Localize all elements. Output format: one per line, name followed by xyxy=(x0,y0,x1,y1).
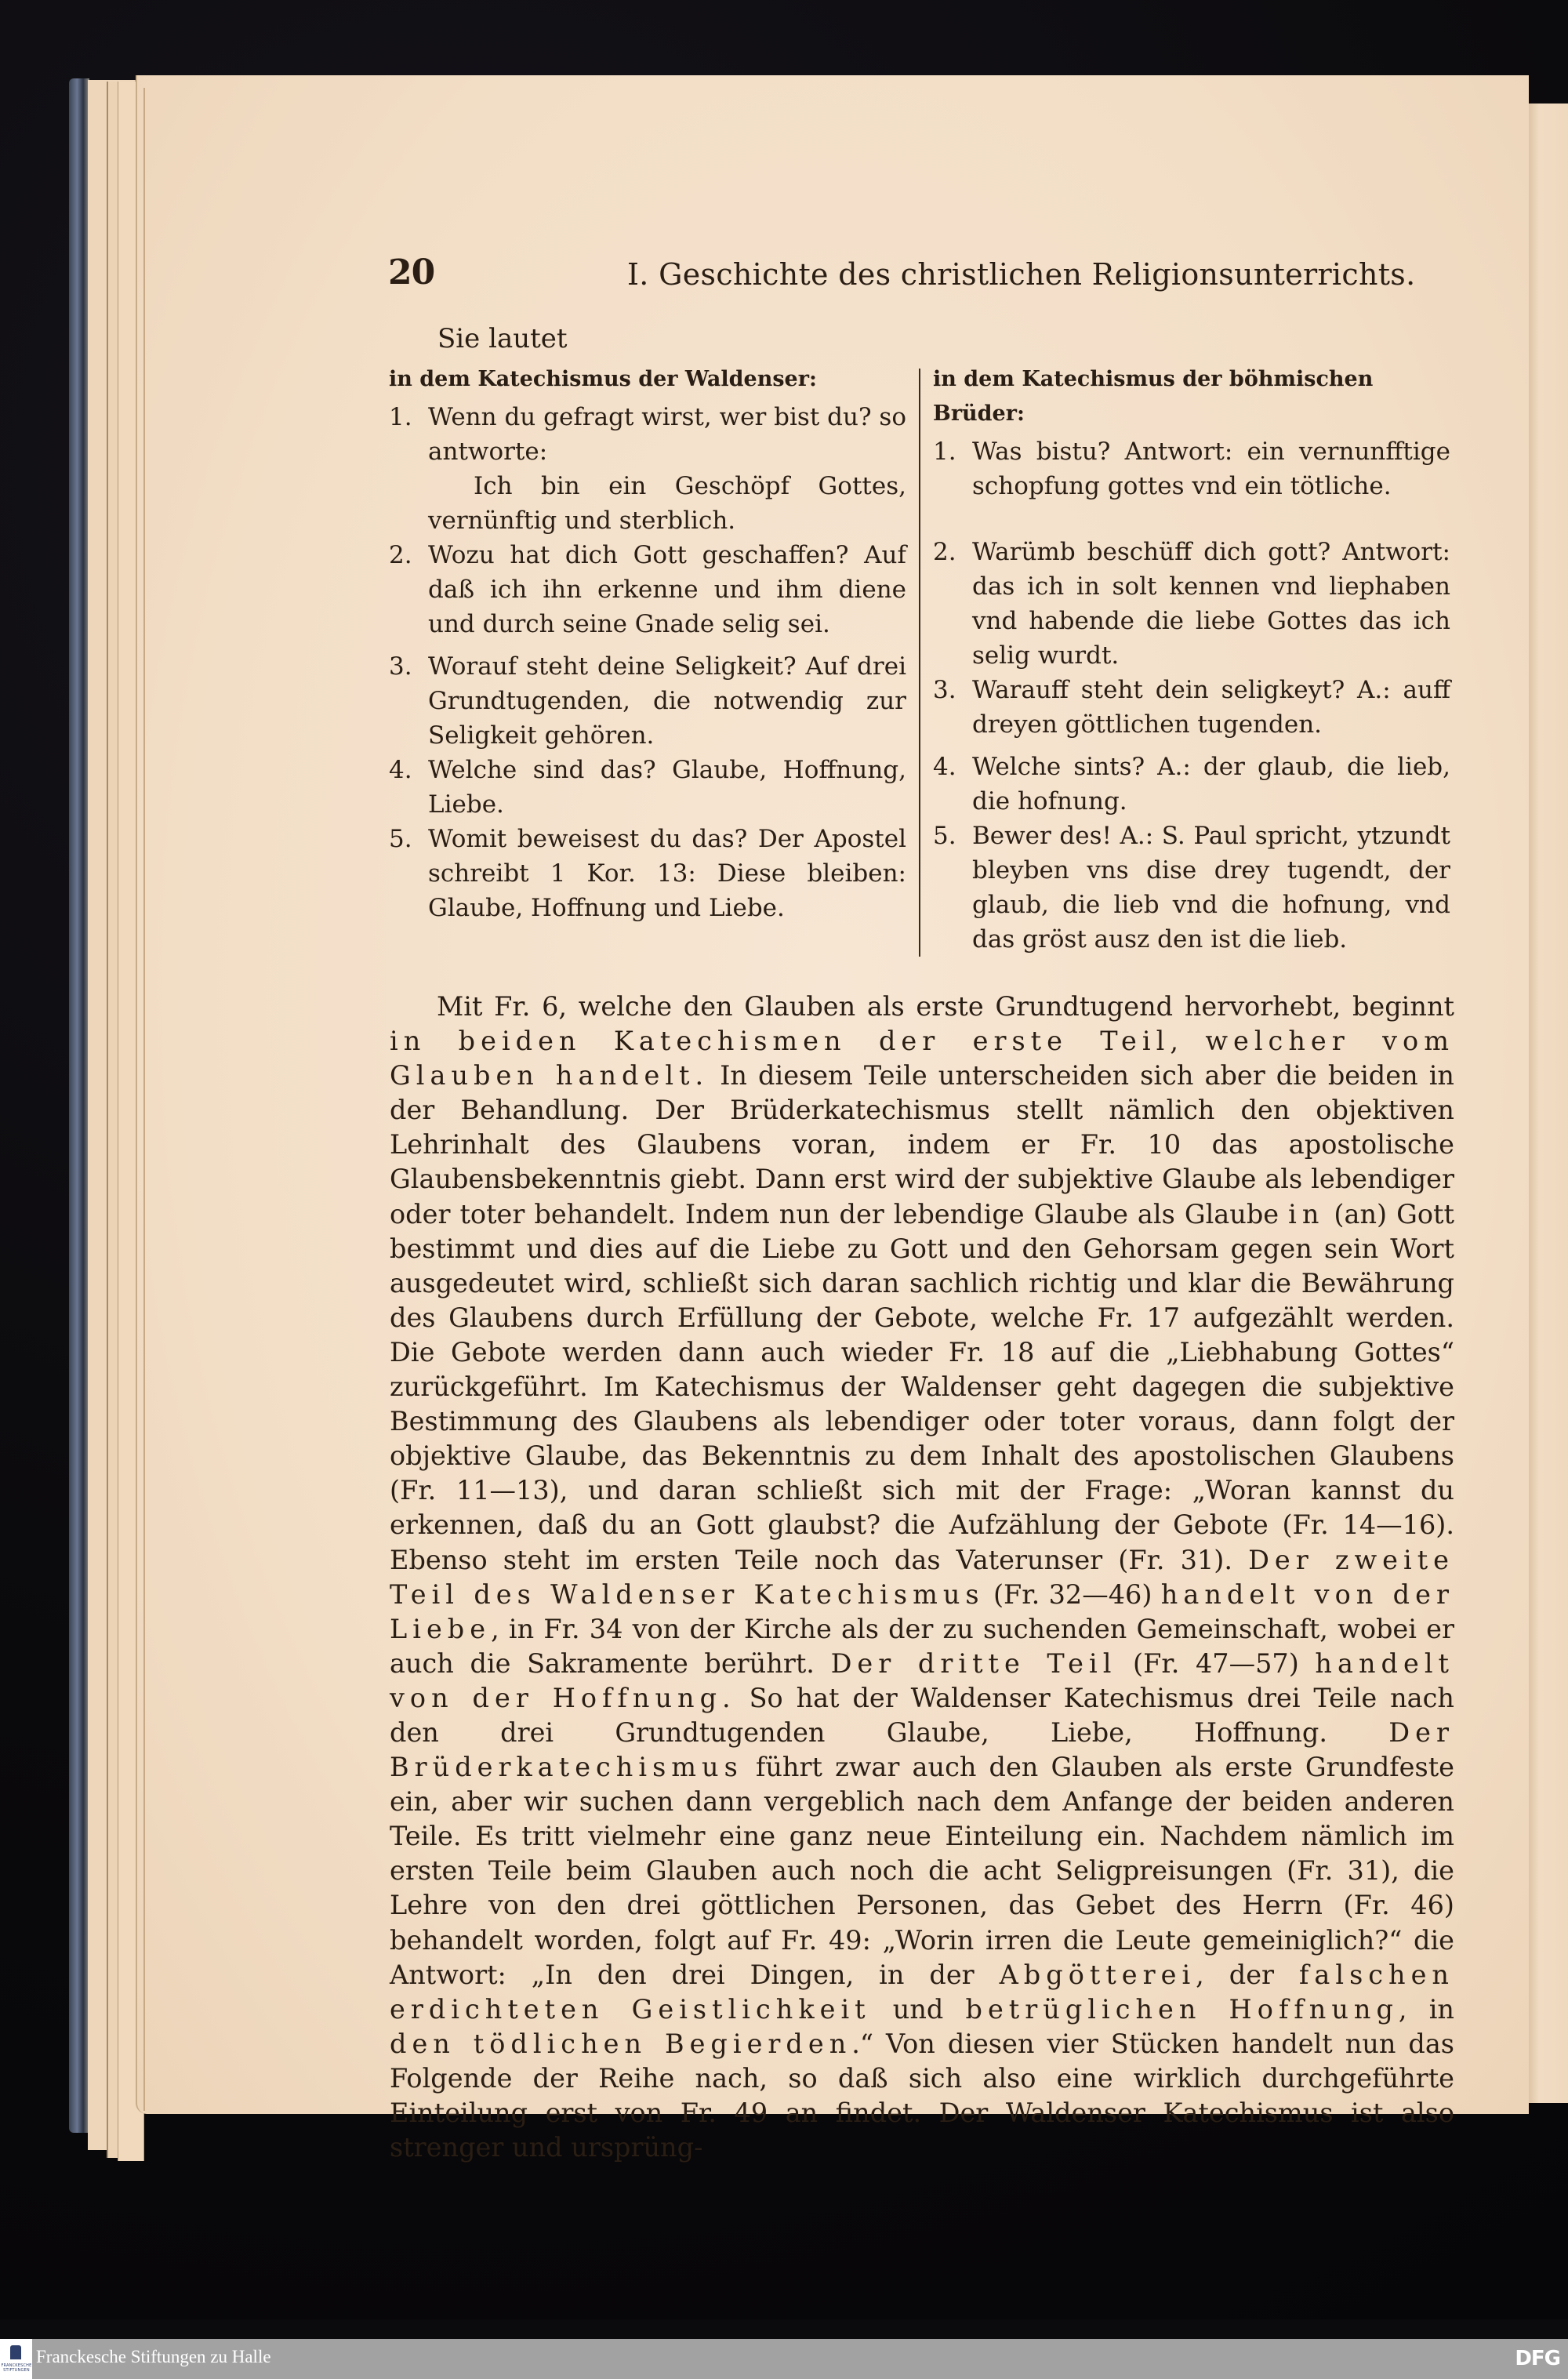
catechism-item xyxy=(933,673,1450,742)
catechism-item xyxy=(389,538,906,641)
spaced-emphasis: Der dritte Teil xyxy=(830,1647,1117,1679)
item-text: Wenn du gefragt wirst, wer bist du? so antworte: xyxy=(428,403,906,466)
spaced-emphasis: betrüglichen Hoffnung xyxy=(965,1993,1399,2025)
viewer-footer-bar xyxy=(0,2339,1568,2379)
text-run: führt zwar auch den Glauben als erste Grundfeste ein, aber wir suchen dann vergeblich nach dem Anfange der beiden anderen Teile. Es tritt vielmehr eine ganz neue Einteilung ein. Nachdem nämlich im ersten Teile beim Glauben auch noch die acht Seligpreisungen (Fr. 31), die Lehre von den drei göttlichen Personen, das Gebet des Herrn (Fr. 46) behandelt worden, folgt auf Fr. 49: „Worin irren die Leute gemeiniglich?“ die Antwort: „In den drei Dingen, in der xyxy=(390,1752,1454,1990)
institution-logo[interactable] xyxy=(0,2339,32,2379)
text-run: In diesem Teile unterscheiden sich aber die beiden in der Behandlung. Der Brüderkatechismus stellt nämlich den objektiven Lehrinhalt des Glaubens voran, indem er Fr. 10 das apostolische Glaubensbekenntnis giebt. Dann erst wird der subjektive Glaube als lebendiger oder toter behandelt. Indem nun der lebendige Glaube als Glaube xyxy=(390,1060,1454,1229)
text-run: (Fr. 32—46) xyxy=(984,1578,1161,1610)
spaced-emphasis: den tödlichen Begierden xyxy=(390,2028,852,2059)
item-text: Was bistu? Antwort: ein vernunfftige schopfung gottes vnd ein tötliche. xyxy=(972,438,1450,500)
page-fold-line xyxy=(143,88,145,2111)
item-number: 1. xyxy=(933,438,956,466)
item-number: 3. xyxy=(389,652,412,681)
column-heading: in dem Katechismus der Waldenser: xyxy=(389,367,817,391)
dfg-logo[interactable]: DFG xyxy=(1515,2347,1560,2370)
text-run: , xyxy=(1170,1026,1206,1057)
spaced-emphasis: welcher vom Glauben handelt. xyxy=(390,1026,1454,1091)
spacer xyxy=(933,503,1450,535)
catechism-item xyxy=(389,753,906,822)
spacer xyxy=(389,641,906,649)
institution-name[interactable]: Franckesche Stiftungen zu Halle xyxy=(36,2347,271,2366)
text-run: (an) Gott bestimmt und dies auf die Liebe zu Gott und den Gehorsam gegen sein Wort ausgedeutet wird, schließt sich daran sachlich richtig und klar die Bewährung des Glaubens durch Erfüllung der Gebote, welche Fr. 17 aufgezählt werden. Die Gebote werden dann auch wieder Fr. 18 auf die „Liebhabung Gottes“ zurückgeführt. Im Katechismus der Waldenser geht dagegen die subjektive Bestimmung des Glaubens als lebendiger oder toter voraus, dann folgt der objektive Glaube, das Bekenntnis zu dem Inhalt des apostolischen Glaubens (Fr. 11—13), und daran schließt sich mit der Frage: „Woran kannst du erkennen, daß du an Gott glaubst? die Aufzählung der Gebote (Fr. 14—16). Ebenso steht im ersten Teile noch das Vaterunser (Fr. 31). xyxy=(390,1198,1454,1575)
chapter-title: I. Geschichte des christlichen Religionsunterrichts. xyxy=(627,257,1416,292)
spaced-emphasis: handelt von der Hoffnung. xyxy=(390,1647,1454,1713)
catechism-item xyxy=(389,822,906,925)
item-text: Womit beweisest du das? Der Apostel schreibt 1 Kor. 13: Diese bleiben: Glaube, Hoffnung und Liebe. xyxy=(428,825,906,922)
text-run: Mit Fr. 6, welche den Glauben als erste Grundtugend hervorhebt, beginnt xyxy=(437,991,1454,1022)
brueder-column xyxy=(933,362,1450,957)
spaced-emphasis: falschen erdichteten Geistlichkeit xyxy=(390,1959,1454,2025)
column-heading: in dem Katechismus der böhmischen Brüder: xyxy=(933,367,1374,426)
intro-line: Sie lautet xyxy=(437,323,568,354)
catechism-item xyxy=(389,400,906,538)
item-answer: Ich bin ein Geschöpf Gottes, vernünftig und sterblich. xyxy=(428,472,906,535)
text-run: , in Fr. 34 von der Kirche als der zu suchenden Gemeinschaft, wobei er auch die Sakramente berührt. xyxy=(390,1613,1454,1679)
page-number: 20 xyxy=(388,252,435,292)
logo-caption: FRANCKESCHE STIFTUNGEN xyxy=(1,2363,32,2373)
item-text: Worauf steht deine Seligkeit? Auf drei Grundtugenden, die notwendig zur Seligkeit gehören. xyxy=(428,652,906,750)
text-run: , der xyxy=(1196,1959,1299,1990)
item-number: 5. xyxy=(933,822,956,850)
spaced-emphasis: Der zweite Teil des Waldenser Katechismus xyxy=(390,1544,1455,1610)
item-number: 4. xyxy=(389,756,412,784)
running-head xyxy=(0,252,1568,300)
item-text: Bewer des! A.: S. Paul spricht, ytzundt bleyben vns dise drey tugendt, der glaub, die lieb vnd die hofnung, vnd das gröst ausz den ist die lieb. xyxy=(972,822,1450,953)
text-run: (Fr. 47—57) xyxy=(1116,1647,1316,1679)
next-page-edge xyxy=(1525,104,1568,2103)
catechism-item xyxy=(933,750,1450,819)
item-text: Warauff steht dein seligkeyt? A.: auff dreyen göttlichen tugenden. xyxy=(972,676,1450,739)
item-number: 5. xyxy=(389,825,412,853)
column-divider xyxy=(919,369,920,957)
catechism-item xyxy=(933,819,1450,957)
item-number: 4. xyxy=(933,753,956,781)
item-text: Welche sints? A.: der glaub, die lieb, die hofnung. xyxy=(972,753,1450,815)
text-run: .“ Von diesen vier Stücken handelt nun das Folgende der Reihe nach, so daß sich also eine wirklich durchgeführte Einteilung erst von Fr. 49 an findet. Der Waldenser Katechismus ist also strenger und ursprüng- xyxy=(390,2028,1454,2163)
spaced-emphasis: Abgötterei xyxy=(999,1959,1196,1990)
spaced-emphasis: in beiden Katechismen der erste Teil xyxy=(390,1026,1171,1057)
item-text: Welche sind das? Glaube, Hoffnung, Liebe. xyxy=(428,756,906,819)
catechism-item xyxy=(933,535,1450,673)
catechism-item xyxy=(933,434,1450,503)
catechism-item xyxy=(389,649,906,753)
spaced-emphasis: in xyxy=(1288,1198,1325,1229)
waldenser-column xyxy=(389,362,906,925)
book-spine xyxy=(69,78,89,2133)
item-text: Warümb beschüff dich gott? Antwort: das ich in solt kennen vnd liephaben vnd habende die liebe Gottes das ich selig wurdt. xyxy=(972,538,1450,670)
item-number: 3. xyxy=(933,676,956,704)
francke-statue-icon xyxy=(10,2345,21,2359)
item-number: 2. xyxy=(389,541,412,569)
text-run: und xyxy=(870,1993,966,2025)
spacer xyxy=(933,742,1450,750)
text-run: So hat der Waldenser Katechismus drei Teile nach den drei Grundtugenden Glaube, Liebe, Hoffnung. xyxy=(390,1682,1454,1748)
item-number: 1. xyxy=(389,403,412,431)
item-text: Wozu hat dich Gott geschaffen? Auf daß ich ihn erkenne und ihm diene und durch seine Gnade selig sei. xyxy=(428,541,906,638)
spaced-emphasis: Der Brüderkatechismus xyxy=(390,1716,1454,1783)
text-run: , in xyxy=(1398,1993,1454,2025)
body-paragraph xyxy=(390,990,1454,2165)
spaced-emphasis: handelt von der Liebe xyxy=(390,1578,1454,1644)
item-number: 2. xyxy=(933,538,956,566)
